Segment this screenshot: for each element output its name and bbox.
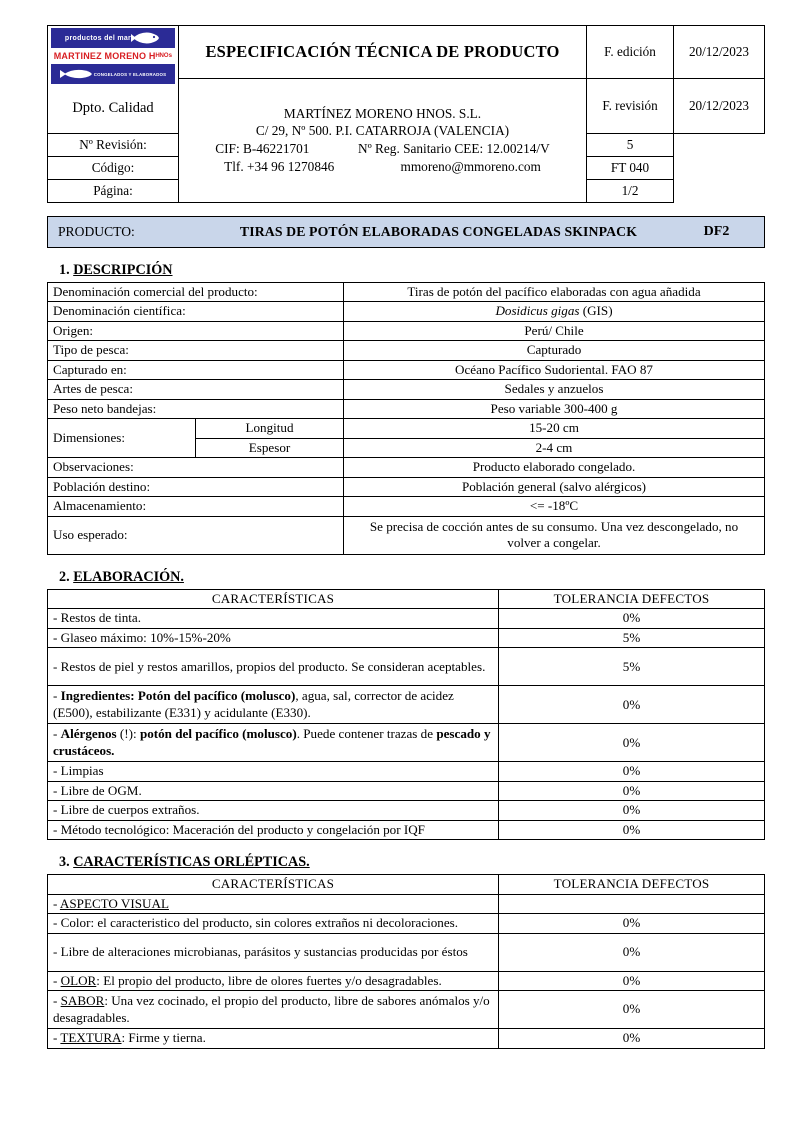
org-text-3: - OLOR: El propio del producto, libre de olores fuertes y/o desagradables. xyxy=(48,971,499,990)
section1-heading xyxy=(59,262,765,279)
elab-tol-0: 0% xyxy=(499,609,765,628)
section2-title: ELABORACIÓN. xyxy=(73,568,184,585)
company-cif: CIF: B-46221701 xyxy=(215,141,310,156)
desc-key-4: Capturado en: xyxy=(48,360,344,379)
scientific-name: Dosidicus gigas xyxy=(495,303,580,319)
elab-tol-8: 0% xyxy=(499,820,765,839)
org-text-1: - Color: el caracteristico del producto, sin colores extraños ni decoloraciones. xyxy=(48,914,499,933)
table-row xyxy=(48,458,765,477)
description-table xyxy=(47,282,765,555)
elab-text-5: - Limpias xyxy=(48,762,499,781)
desc-key-2: Origen: xyxy=(48,321,344,340)
desc-value-2: Perú/ Chile xyxy=(344,321,765,340)
elab-col-0: CARACTERÍSTICAS xyxy=(48,589,499,608)
table-row xyxy=(48,477,765,496)
elab-col-1: TOLERANCIA DEFECTOS xyxy=(499,589,765,608)
product-code: DF2 xyxy=(703,224,730,239)
document-title: ESPECIFICACIÓN TÉCNICA DE PRODUCTO xyxy=(179,26,587,79)
product-banner xyxy=(47,216,765,248)
logo-bottom-bar-text: CONGELADOS Y ELABORADOS xyxy=(93,71,167,77)
company-phone: Tlf. +34 96 1270846 xyxy=(224,158,335,174)
org-tol-3: 0% xyxy=(499,971,765,990)
meta-value-2: 5 xyxy=(587,134,674,157)
scientific-name-suffix: (GIS) xyxy=(579,303,613,319)
table-header-row xyxy=(48,875,765,894)
fish-arrow-icon xyxy=(60,68,94,80)
table-row xyxy=(48,283,765,302)
company-info-cell xyxy=(179,79,587,203)
desc-after-value-1: Población general (salvo alérgicos) xyxy=(344,477,765,496)
org-col-0: CARACTERÍSTICAS xyxy=(48,875,499,894)
org-text-2: - Libre de alteraciones microbianas, parásitos y sustancias producidas por éstos xyxy=(48,933,499,971)
org-text-4: - SABOR: Una vez cocinado, el propio del producto, libre de sabores anómalos y/o desagradables. xyxy=(48,991,499,1029)
table-row xyxy=(48,1029,765,1048)
org-text-0: - ASPECTO VISUAL xyxy=(48,894,499,913)
uso-key: Uso esperado: xyxy=(48,516,344,554)
elab-text-3: - Ingredientes: Potón del pacífico (molusco), agua, sal, corrector de acidez (E500), estabilizante (E331) y acidulante (E330). xyxy=(48,686,499,724)
table-row xyxy=(48,360,765,379)
desc-value-5: Sedales y anzuelos xyxy=(344,380,765,399)
desc-value-0: Tiras de potón del pacífico elaboradas con agua añadida xyxy=(344,283,765,302)
table-row xyxy=(48,971,765,990)
elab-text-0: - Restos de tinta. xyxy=(48,609,499,628)
table-row xyxy=(48,762,765,781)
company-name: MARTÍNEZ MORENO HNOS. S.L. xyxy=(283,105,482,121)
logo-company-name xyxy=(51,48,175,64)
table-row xyxy=(48,516,765,554)
department-label: Dpto. Calidad xyxy=(72,100,154,116)
table-row xyxy=(48,914,765,933)
table-row xyxy=(48,497,765,516)
table-row xyxy=(48,820,765,839)
company-logo xyxy=(51,28,175,84)
elab-text-6: - Libre de OGM. xyxy=(48,781,499,800)
desc-key-0: Denominación comercial del producto: xyxy=(48,283,344,302)
table-row xyxy=(48,609,765,628)
elaboration-table xyxy=(47,589,765,840)
section3-title: CARACTERÍSTICAS ORLÉPTICAS. xyxy=(73,854,310,871)
desc-value-4: Océano Pacífico Sudoriental. FAO 87 xyxy=(344,360,765,379)
elab-tol-2: 5% xyxy=(499,648,765,686)
desc-after-value-0: Producto elaborado congelado. xyxy=(344,458,765,477)
meta-label-0: F. edición xyxy=(587,26,674,79)
table-row xyxy=(48,321,765,340)
meta-value-3: FT 040 xyxy=(587,157,674,180)
company-email[interactable]: mmoreno@mmoreno.com xyxy=(400,158,541,174)
table-header-row xyxy=(48,589,765,608)
fish-icon xyxy=(131,31,161,45)
table-row xyxy=(48,302,765,321)
elab-tol-3: 0% xyxy=(499,686,765,724)
section3-number: 3. xyxy=(59,854,70,871)
table-row xyxy=(48,399,765,418)
organoleptic-table xyxy=(47,874,765,1048)
desc-key-3: Tipo de pesca: xyxy=(48,341,344,360)
desc-after-key-1: Población destino: xyxy=(48,477,344,496)
elab-text-2: - Restos de piel y restos amarillos, propios del producto. Se consideran aceptables. xyxy=(48,648,499,686)
desc-value-6: Peso variable 300-400 g xyxy=(344,399,765,418)
table-row xyxy=(48,724,765,762)
desc-key-6: Peso neto bandejas: xyxy=(48,399,344,418)
product-name: TIRAS DE POTÓN ELABORADAS CONGELADAS SKINPACK xyxy=(239,224,638,239)
elab-tol-5: 0% xyxy=(499,762,765,781)
logo-top-bar xyxy=(51,28,175,48)
table-row xyxy=(48,991,765,1029)
dimensions-value-0: 15-20 cm xyxy=(344,419,765,438)
meta-label-3: Código: xyxy=(48,157,179,180)
table-row xyxy=(48,419,765,438)
table-row xyxy=(48,781,765,800)
section2-number: 2. xyxy=(59,568,70,585)
desc-value-3: Capturado xyxy=(344,341,765,360)
table-row xyxy=(48,628,765,647)
dimensions-sub-0: Longitud xyxy=(196,419,344,438)
org-tol-2: 0% xyxy=(499,933,765,971)
meta-value-4: 1/2 xyxy=(587,180,674,203)
desc-key-1: Denominación científica: xyxy=(48,302,344,321)
org-text-5: - TEXTURA: Firme y tierna. xyxy=(48,1029,499,1048)
dimensions-value-1: 2-4 cm xyxy=(344,438,765,457)
company-address: C/ 29, Nº 500. P.I. CATARROJA (VALENCIA) xyxy=(255,123,510,139)
org-tol-0 xyxy=(499,894,765,913)
elab-tol-7: 0% xyxy=(499,801,765,820)
elab-text-4: - Alérgenos (!): potón del pacífico (molusco). Puede contener trazas de pescado y crustáceos. xyxy=(48,724,499,762)
org-tol-1: 0% xyxy=(499,914,765,933)
table-row xyxy=(48,686,765,724)
elab-tol-4: 0% xyxy=(499,724,765,762)
dimensions-sub-1: Espesor xyxy=(196,438,344,457)
desc-after-value-2: <= -18ºC xyxy=(344,497,765,516)
table-row xyxy=(48,648,765,686)
table-row xyxy=(48,933,765,971)
uso-value: Se precisa de cocción antes de su consumo. Una vez descongelado, no volver a congelar. xyxy=(344,516,765,554)
meta-value-1: 20/12/2023 xyxy=(674,79,765,134)
meta-label-2: Nº Revisión: xyxy=(48,134,179,157)
meta-label-4: Página: xyxy=(48,180,179,203)
meta-label-1: F. revisión xyxy=(587,79,674,134)
table-row xyxy=(48,380,765,399)
company-sanitary-reg: Nº Reg. Sanitario CEE: 12.00214/V xyxy=(357,141,550,156)
elab-text-8: - Método tecnológico: Maceración del producto y congelación por IQF xyxy=(48,820,499,839)
logo-company-name-text: MARTINEZ MORENO Hᴴᴺᴼˢ xyxy=(53,51,173,61)
elab-tol-1: 5% xyxy=(499,628,765,647)
org-tol-4: 0% xyxy=(499,991,765,1029)
desc-after-key-0: Observaciones: xyxy=(48,458,344,477)
product-label: PRODUCTO: xyxy=(58,224,135,239)
desc-key-5: Artes de pesca: xyxy=(48,380,344,399)
document-header-table xyxy=(47,25,765,203)
section2-heading xyxy=(59,569,765,586)
company-logo-cell xyxy=(48,26,179,134)
desc-value-1 xyxy=(344,302,765,321)
logo-bottom-bar xyxy=(51,64,175,84)
elab-tol-6: 0% xyxy=(499,781,765,800)
elab-text-7: - Libre de cuerpos extraños. xyxy=(48,801,499,820)
logo-top-bar-text: productos del mar xyxy=(64,34,132,42)
elab-text-1: - Glaseo máximo: 10%-15%-20% xyxy=(48,628,499,647)
section3-heading xyxy=(59,854,765,871)
org-tol-5: 0% xyxy=(499,1029,765,1048)
dimensions-key: Dimensiones: xyxy=(48,419,196,458)
meta-value-0: 20/12/2023 xyxy=(674,26,765,79)
desc-after-key-2: Almacenamiento: xyxy=(48,497,344,516)
section1-title: DESCRIPCIÓN xyxy=(73,262,173,278)
section1-number: 1. xyxy=(59,262,70,278)
table-row xyxy=(48,801,765,820)
org-col-1: TOLERANCIA DEFECTOS xyxy=(499,875,765,894)
table-row xyxy=(48,341,765,360)
table-row xyxy=(48,894,765,913)
